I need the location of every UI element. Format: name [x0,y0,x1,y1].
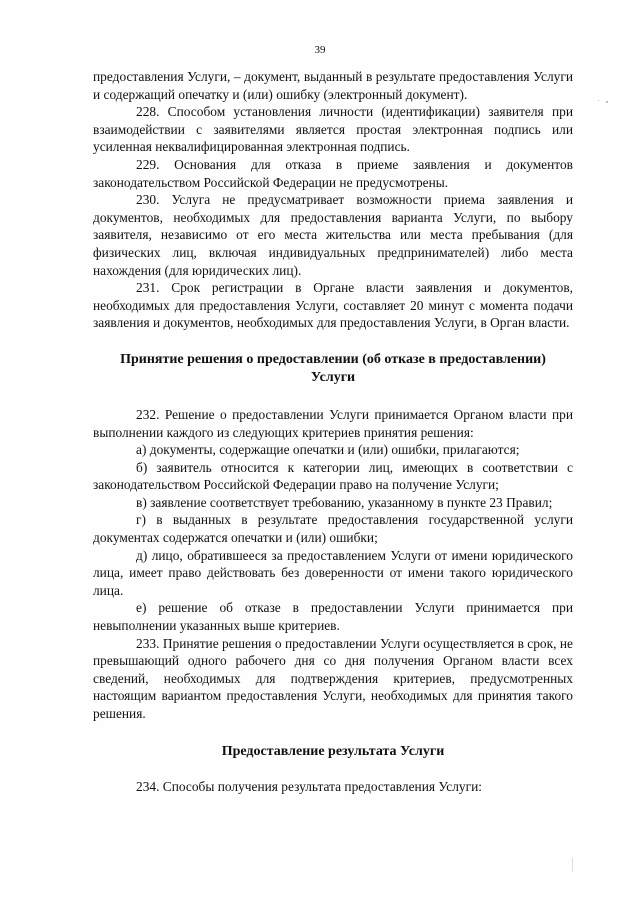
document-body [93,68,573,795]
page-number: 39 [314,44,326,56]
paragraph-229: 229. Основания для отказа в приеме заявления и документов законодательством Российской Федерации не предусмотрены. [93,156,573,190]
scan-speck [598,100,599,101]
paragraph-228: 228. Способом установления личности (идентификации) заявителя при взаимодействии с заявителями является простая электронная подпись или усиленная неквалифицированная электронная подпись. [93,104,573,155]
paragraph-232: 232. Решение о предоставлении Услуги принимается Органом власти при выполнении каждого из следующих критериев принятия решения: [93,406,573,440]
section-heading-decision: Принятие решения о предоставлении (об отказе в предоставлении) Услуги [120,351,546,385]
paragraph-230: 230. Услуга не предусматривает возможности приема заявления и документов, необходимых для предоставления варианта Услуги, по выбору заявителя, независимо от его места жительства или места пребывания (для физических лиц, включая индивидуальных предпринимателей) либо места нахождения (для юридических лиц). [93,192,573,278]
section-heading-result: Предоставление результата Услуги [221,743,445,759]
paragraph-continuation: предоставления Услуги, – документ, выданный в результате предоставления Услуги и содержащий опечатку и (или) ошибку (электронный документ). [93,69,573,102]
paragraph-234: 234. Способы получения результата предоставления Услуги: [136,778,482,794]
scan-speck [572,858,573,872]
criterion-b: б) заявитель относится к категории лиц, имеющих в соответствии с законодательством Российской Федерации право на получение Услуги; [93,459,573,493]
criterion-f: е) решение об отказе в предоставлении Услуги принимается при невыполнении указанных выше критериев. [93,600,573,634]
criterion-a: а) документы, содержащие опечатки и (или) ошибки, прилагаются; [136,442,520,458]
paragraph-231: 231. Срок регистрации в Органе власти заявления и документов, необходимых для предоставления Услуги, составляет 20 минут с момента подачи заявления и документов, необходимых для предоставления Услуги, в Орган власти. [93,280,573,331]
criterion-c: в) заявление соответствует требованию, указанному в пункте 23 Правил; [136,494,553,510]
scan-speck [606,101,608,103]
paragraph-233: 233. Принятие решения о предоставлении Услуги осуществляется в срок, не превышающий одного рабочего дня со дня получения Органом власти всех сведений, необходимых для подтверждения критериев, предусмотренных настоящим вариантом предоставления Услуги, необходимых для принятия такого решения. [93,635,573,721]
criterion-d: г) в выданных в результате предоставления государственной услуги документах содержатся опечатки и (или) ошибки; [93,512,573,546]
criterion-e: д) лицо, обратившееся за предоставлением Услуги от имени юридического лица, имеет право действовать без доверенности от имени такого юридического лица. [93,547,573,598]
